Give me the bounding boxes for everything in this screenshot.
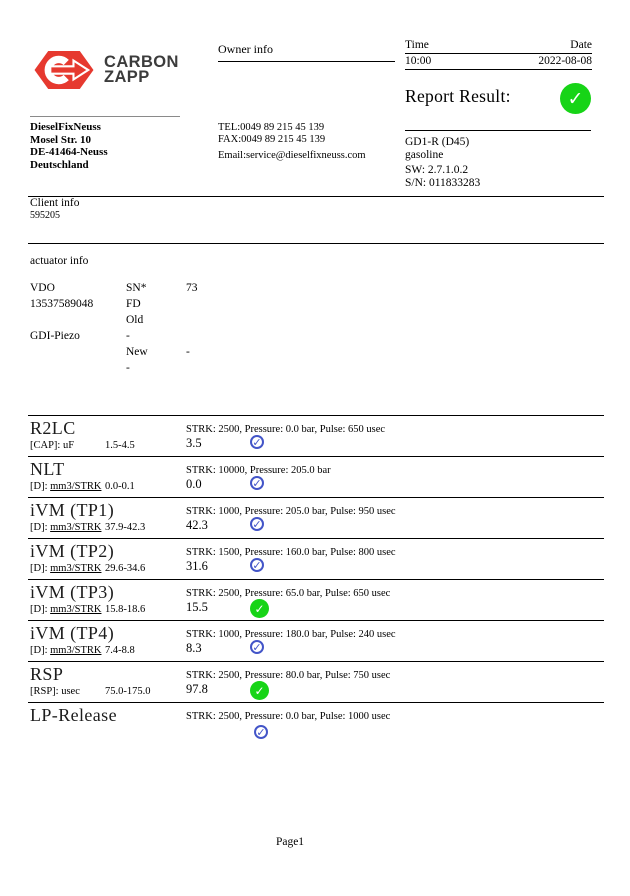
actuator-cell: -: [126, 330, 130, 342]
owner-city: DE-41464-Neuss: [30, 146, 108, 158]
check-icon: ✓: [250, 476, 264, 490]
param-label: [D]:: [30, 522, 48, 533]
param-unit: mm3/STRK: [50, 522, 102, 533]
test-value: 8.3: [186, 641, 202, 655]
time-date-header-row: [405, 38, 592, 54]
logo-wordmark: [104, 52, 179, 86]
machine-serial: S/N: 011833283: [405, 176, 481, 189]
table-row: [30, 362, 330, 378]
check-icon: ✓: [250, 640, 264, 654]
test-range: 15.8-18.6: [105, 604, 146, 615]
param-label: [CAP]:: [30, 440, 61, 451]
table-row: [30, 298, 330, 314]
param-unit: mm3/STRK: [50, 604, 102, 615]
test-parameter: [30, 522, 101, 533]
machine-fuel: gasoline: [405, 148, 444, 161]
report-result-label: Report Result:: [405, 86, 511, 106]
test-value: 0.0: [186, 477, 202, 491]
test-range: 7.4-8.8: [105, 645, 135, 656]
test-section-lp-release: [28, 702, 604, 757]
client-top-rule: [28, 196, 604, 197]
carbon-zapp-logo: [33, 50, 179, 90]
check-icon: ✓: [254, 725, 268, 739]
param-label: [D]:: [30, 604, 48, 615]
test-name: iVM (TP2): [30, 541, 115, 561]
check-icon: ✓: [250, 517, 264, 531]
param-unit: mm3/STRK: [50, 563, 102, 574]
param-label: [D]:: [30, 481, 48, 492]
owner-name: DieselFixNeuss: [30, 121, 101, 133]
machine-software: SW: 2.7.1.0.2: [405, 164, 469, 176]
actuator-cell: GDI-Piezo: [30, 330, 80, 342]
time-value: 10:00: [405, 55, 432, 67]
test-value: 3.5: [186, 436, 202, 450]
owner-info-heading: Owner info: [218, 42, 395, 62]
check-icon: ✓: [250, 558, 264, 572]
actuator-cell: Old: [126, 314, 144, 326]
actuator-cell: 13537589048: [30, 298, 94, 310]
owner-street: Mosel Str. 10: [30, 133, 92, 146]
param-label: [RSP]:: [30, 686, 59, 697]
test-conditions: STRK: 2500, Pressure: 0.0 bar, Pulse: 1000 usec: [186, 711, 391, 722]
test-name: iVM (TP3): [30, 582, 115, 602]
actuator-cell: [186, 330, 330, 346]
actuator-cell: FD: [126, 298, 141, 310]
table-row: [30, 314, 330, 330]
test-range: 75.0-175.0: [105, 686, 151, 697]
param-unit: mm3/STRK: [50, 481, 102, 492]
test-name: R2LC: [30, 418, 76, 438]
actuator-cell: -: [126, 362, 130, 374]
actuator-cell: [186, 298, 330, 314]
test-section-ivm-tp4: [28, 620, 604, 661]
page-number: Page1: [275, 836, 305, 848]
actuator-cell: [30, 314, 126, 330]
machine-model: GD1-R (D45): [405, 136, 470, 148]
test-section-ivm-tp1: [28, 497, 604, 538]
actuator-cell: SN*: [126, 282, 147, 294]
check-icon: ✓: [250, 435, 264, 449]
owner-fax: FAX:0049 89 215 45 139: [218, 134, 326, 145]
machine-divider: [405, 130, 591, 131]
param-label: [D]:: [30, 563, 48, 574]
test-conditions: STRK: 1500, Pressure: 160.0 bar, Pulse: 800 usec: [186, 547, 396, 558]
test-section-ivm-tp3: [28, 579, 604, 620]
actuator-cell: [186, 362, 330, 378]
test-parameter: [30, 604, 101, 615]
test-value: 15.5: [186, 600, 208, 614]
time-label: Time: [405, 39, 429, 51]
time-date-value-row: [405, 54, 592, 70]
test-conditions: STRK: 2500, Pressure: 0.0 bar, Pulse: 650 usec: [186, 424, 386, 435]
logo-word-1: CARBON: [104, 52, 179, 71]
test-value: 97.8: [186, 682, 208, 696]
test-range: 29.6-34.6: [105, 563, 146, 574]
check-icon: ✓: [250, 681, 269, 700]
date-label: Date: [570, 39, 592, 51]
test-parameter: [30, 645, 101, 656]
test-conditions: STRK: 2500, Pressure: 80.0 bar, Pulse: 750 usec: [186, 670, 391, 681]
test-section-rsp: [28, 661, 604, 702]
test-value: 42.3: [186, 518, 208, 532]
owner-country: Deutschland: [30, 158, 89, 171]
actuator-info-heading: actuator info: [30, 255, 89, 267]
owner-address: [30, 121, 108, 171]
test-name: RSP: [30, 664, 64, 684]
param-unit: uF: [62, 440, 75, 451]
test-parameter: [30, 440, 74, 451]
machine-info: [405, 136, 480, 189]
test-parameter: [30, 481, 101, 492]
test-section-ivm-tp2: [28, 538, 604, 579]
param-unit: usec: [61, 686, 80, 697]
time-date-block: [405, 38, 592, 70]
test-name: iVM (TP1): [30, 500, 115, 520]
test-conditions: STRK: 1000, Pressure: 180.0 bar, Pulse: 240 usec: [186, 629, 396, 640]
table-row: [30, 346, 330, 362]
test-results-table: [28, 415, 604, 757]
test-conditions: STRK: 1000, Pressure: 205.0 bar, Pulse: 950 usec: [186, 506, 396, 517]
actuator-cell: [186, 314, 330, 330]
owner-divider: [30, 116, 180, 117]
test-section-nlt: [28, 456, 604, 497]
test-range: 0.0-0.1: [105, 481, 135, 492]
client-bottom-rule: [28, 243, 604, 244]
test-section-r2lc: [28, 415, 604, 456]
test-range: 1.5-4.5: [105, 440, 135, 451]
param-label: [D]:: [30, 645, 48, 656]
test-range: 37.9-42.3: [105, 522, 146, 533]
actuator-cell: -: [186, 346, 190, 358]
actuator-cell: [30, 346, 126, 362]
test-value: 31.6: [186, 559, 208, 573]
date-value: 2022-08-08: [538, 55, 592, 67]
check-icon: ✓: [250, 599, 269, 618]
actuator-cell: New: [126, 346, 148, 358]
param-unit: mm3/STRK: [50, 645, 102, 656]
logo-word-2: ZAPP: [104, 68, 150, 86]
test-name: LP-Release: [30, 705, 117, 725]
owner-email: Email:service@dieselfixneuss.com: [218, 150, 366, 161]
owner-contact: [218, 122, 366, 162]
table-row: [30, 330, 330, 346]
test-conditions: STRK: 2500, Pressure: 65.0 bar, Pulse: 650 usec: [186, 588, 391, 599]
test-conditions: STRK: 10000, Pressure: 205.0 bar: [186, 465, 331, 476]
test-name: iVM (TP4): [30, 623, 115, 643]
actuator-info-table: [30, 282, 330, 378]
actuator-cell: VDO: [30, 282, 55, 294]
owner-tel: TEL:0049 89 215 45 139: [218, 122, 325, 133]
test-name: NLT: [30, 459, 65, 479]
client-info-heading: Client info: [30, 197, 80, 209]
carbon-zapp-logo-icon: [33, 50, 95, 90]
report-result-pass-icon: ✓: [560, 83, 591, 114]
actuator-cell: [30, 362, 126, 378]
client-info-value: 595205: [30, 210, 60, 221]
table-row: [30, 282, 330, 298]
test-parameter: [30, 686, 80, 697]
test-parameter: [30, 563, 101, 574]
actuator-cell: 73: [186, 282, 198, 294]
